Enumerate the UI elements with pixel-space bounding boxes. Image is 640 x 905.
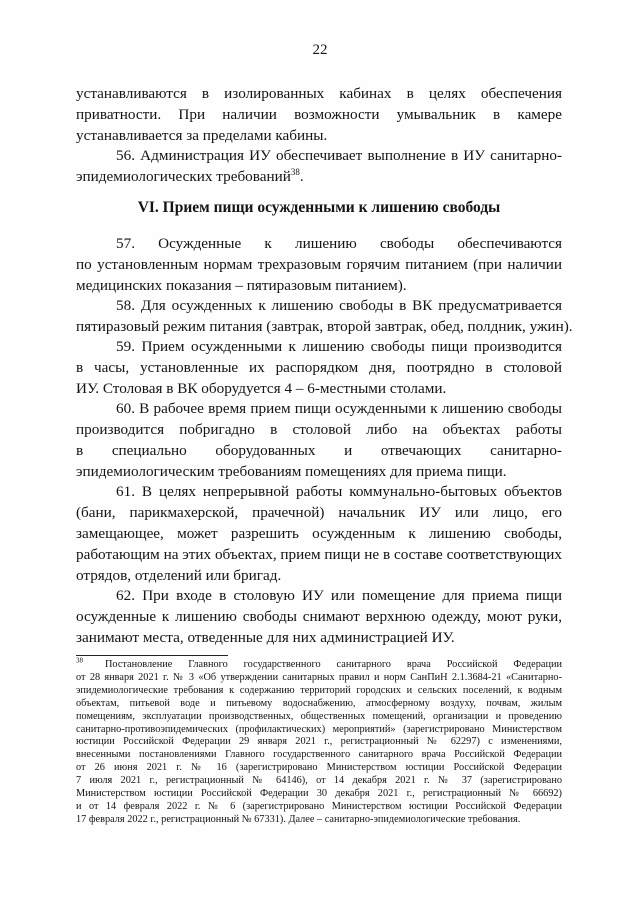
footnote-line [76,656,562,672]
text-line: в специально оборудованных и отвечающих санитарно- [76,442,562,459]
text-line: устанавливаются в изолированных кабинах в целях обеспечения [76,85,562,102]
footnote-line: объектам, питьевой воде и питьевому водоснабжению, атмосферному воздуху, почвам, жилым [76,697,562,709]
text-line: замещающее, может разрешить осужденным к лишению свободы, [76,525,562,542]
page-number: 22 [312,42,328,58]
footnote-ref: 38 [290,166,300,177]
section-heading: VI. Прием пищи осужденными к лишению свободы [137,199,501,216]
footnote-separator [76,655,228,656]
paragraph-58 [76,295,573,337]
footnote [76,656,562,827]
footnote-text: Постановление Главного государственного санитарного врача Российской Федерации [105,659,562,670]
footnote-line: 7 июля 2021 г., регистрационный № 64146), от 14 декабря 2021 г. № 37 (зарегистрировано [76,775,562,787]
text-line: 61. В целях непрерывной работы коммунально-бытовых объектов [116,483,562,500]
paragraph-62 [76,585,562,648]
text-line: производится побригадно в столовой либо на объектах работы [76,421,562,438]
paragraph-56 [76,145,562,187]
text-line [76,166,562,187]
text-span: эпидемиологических требований [76,168,291,185]
footnote-line: 17 февраля 2022 г., регистрационный № 67331). Далее – санитарно-эпидемиологические требования. [76,813,521,825]
text-line: медицинских показания – пятиразовым питанием). [76,277,407,294]
text-line: приватности. При наличии возможности умывальник в камере [76,106,562,123]
text-line: 56. Администрация ИУ обеспечивает выполнение в ИУ санитарно- [116,147,562,164]
footnote-line: санитарно-противоэпидемических (профилактических) мероприятий» (зарегистрировано Министерством [76,723,562,735]
text-line: 59. Прием осужденными к лишению свободы пищи производится [116,338,562,355]
text-line: пятиразовый режим питания (завтрак, второй завтрак, обед, полдник, ужин). [76,318,573,335]
footnote-line: от 26 июня 2021 г. № 16 (зарегистрировано Министерством юстиции Российской Федерации [76,762,562,774]
text-line: устанавливается за пределами кабины. [76,127,328,144]
footnote-line: и от 14 февраля 2022 г. № 6 (зарегистрировано Министерством юстиции Российской Федерации [76,800,562,812]
text-line: в часы, установленные их распорядком дня, поотрядно в столовой [76,359,562,376]
text-line: отрядов, отделений или бригад. [76,567,282,584]
footnote-line: эпидемиологические требования к содержанию территорий городских и сельских поселений, к водным [76,684,562,696]
footnote-line: Министерством юстиции Российской Федерации 30 декабря 2021 г., регистрационный № 66692) [76,788,562,800]
paragraph-60 [76,398,562,482]
intro-paragraph [76,83,562,146]
footnote-line: внесенными постановлениями Главного государственного санитарного врача Российской Федерации [76,749,562,761]
footnote-line: юстиции Российской Федерации 29 января 2021 г., регистрационный № 62297) с изменениями, [76,736,562,748]
text-line: 62. При входе в столовую ИУ или помещение для приема пищи [116,587,562,604]
footnote-line: помещениям, эксплуатации производственных, общественных помещений, организации и проведению [76,710,562,722]
paragraph-61 [76,481,562,586]
text-line: 58. Для осужденных к лишению свободы в ВК предусматривается [116,297,562,314]
footnote-line: от 28 января 2021 г. № 3 «Об утверждении санитарных правил и норм СанПиН 2.1.3684-21 «Санитарно- [76,671,562,683]
text-line: по установленным нормам трехразовым горячим питанием (при наличии [76,256,562,273]
footnote-number: 38 [76,656,83,665]
paragraph-59 [76,336,562,399]
paragraph-57 [76,233,562,296]
text-line: 60. В рабочее время прием пищи осужденными к лишению свободы [116,400,562,417]
text-line: работающим на этих объектах, прием пищи не в составе соответствующих [76,546,562,563]
text-line: эпидемиологическим требованиям помещениях для приема пищи. [76,463,507,480]
text-line: (бани, парикмахерской, прачечной) начальник ИУ или лицо, его [76,504,562,521]
text-line: 57. Осужденные к лишению свободы обеспечиваются [116,235,562,252]
text-line: осужденные к лишению свободы снимают верхнюю одежду, моют руки, [76,608,562,625]
text-span: . [299,168,304,185]
text-line: занимают места, отведенные для них администрацией ИУ. [76,629,455,646]
text-line: ИУ. Столовая в ВК оборудуется 4 – 6-местными столами. [76,380,447,397]
